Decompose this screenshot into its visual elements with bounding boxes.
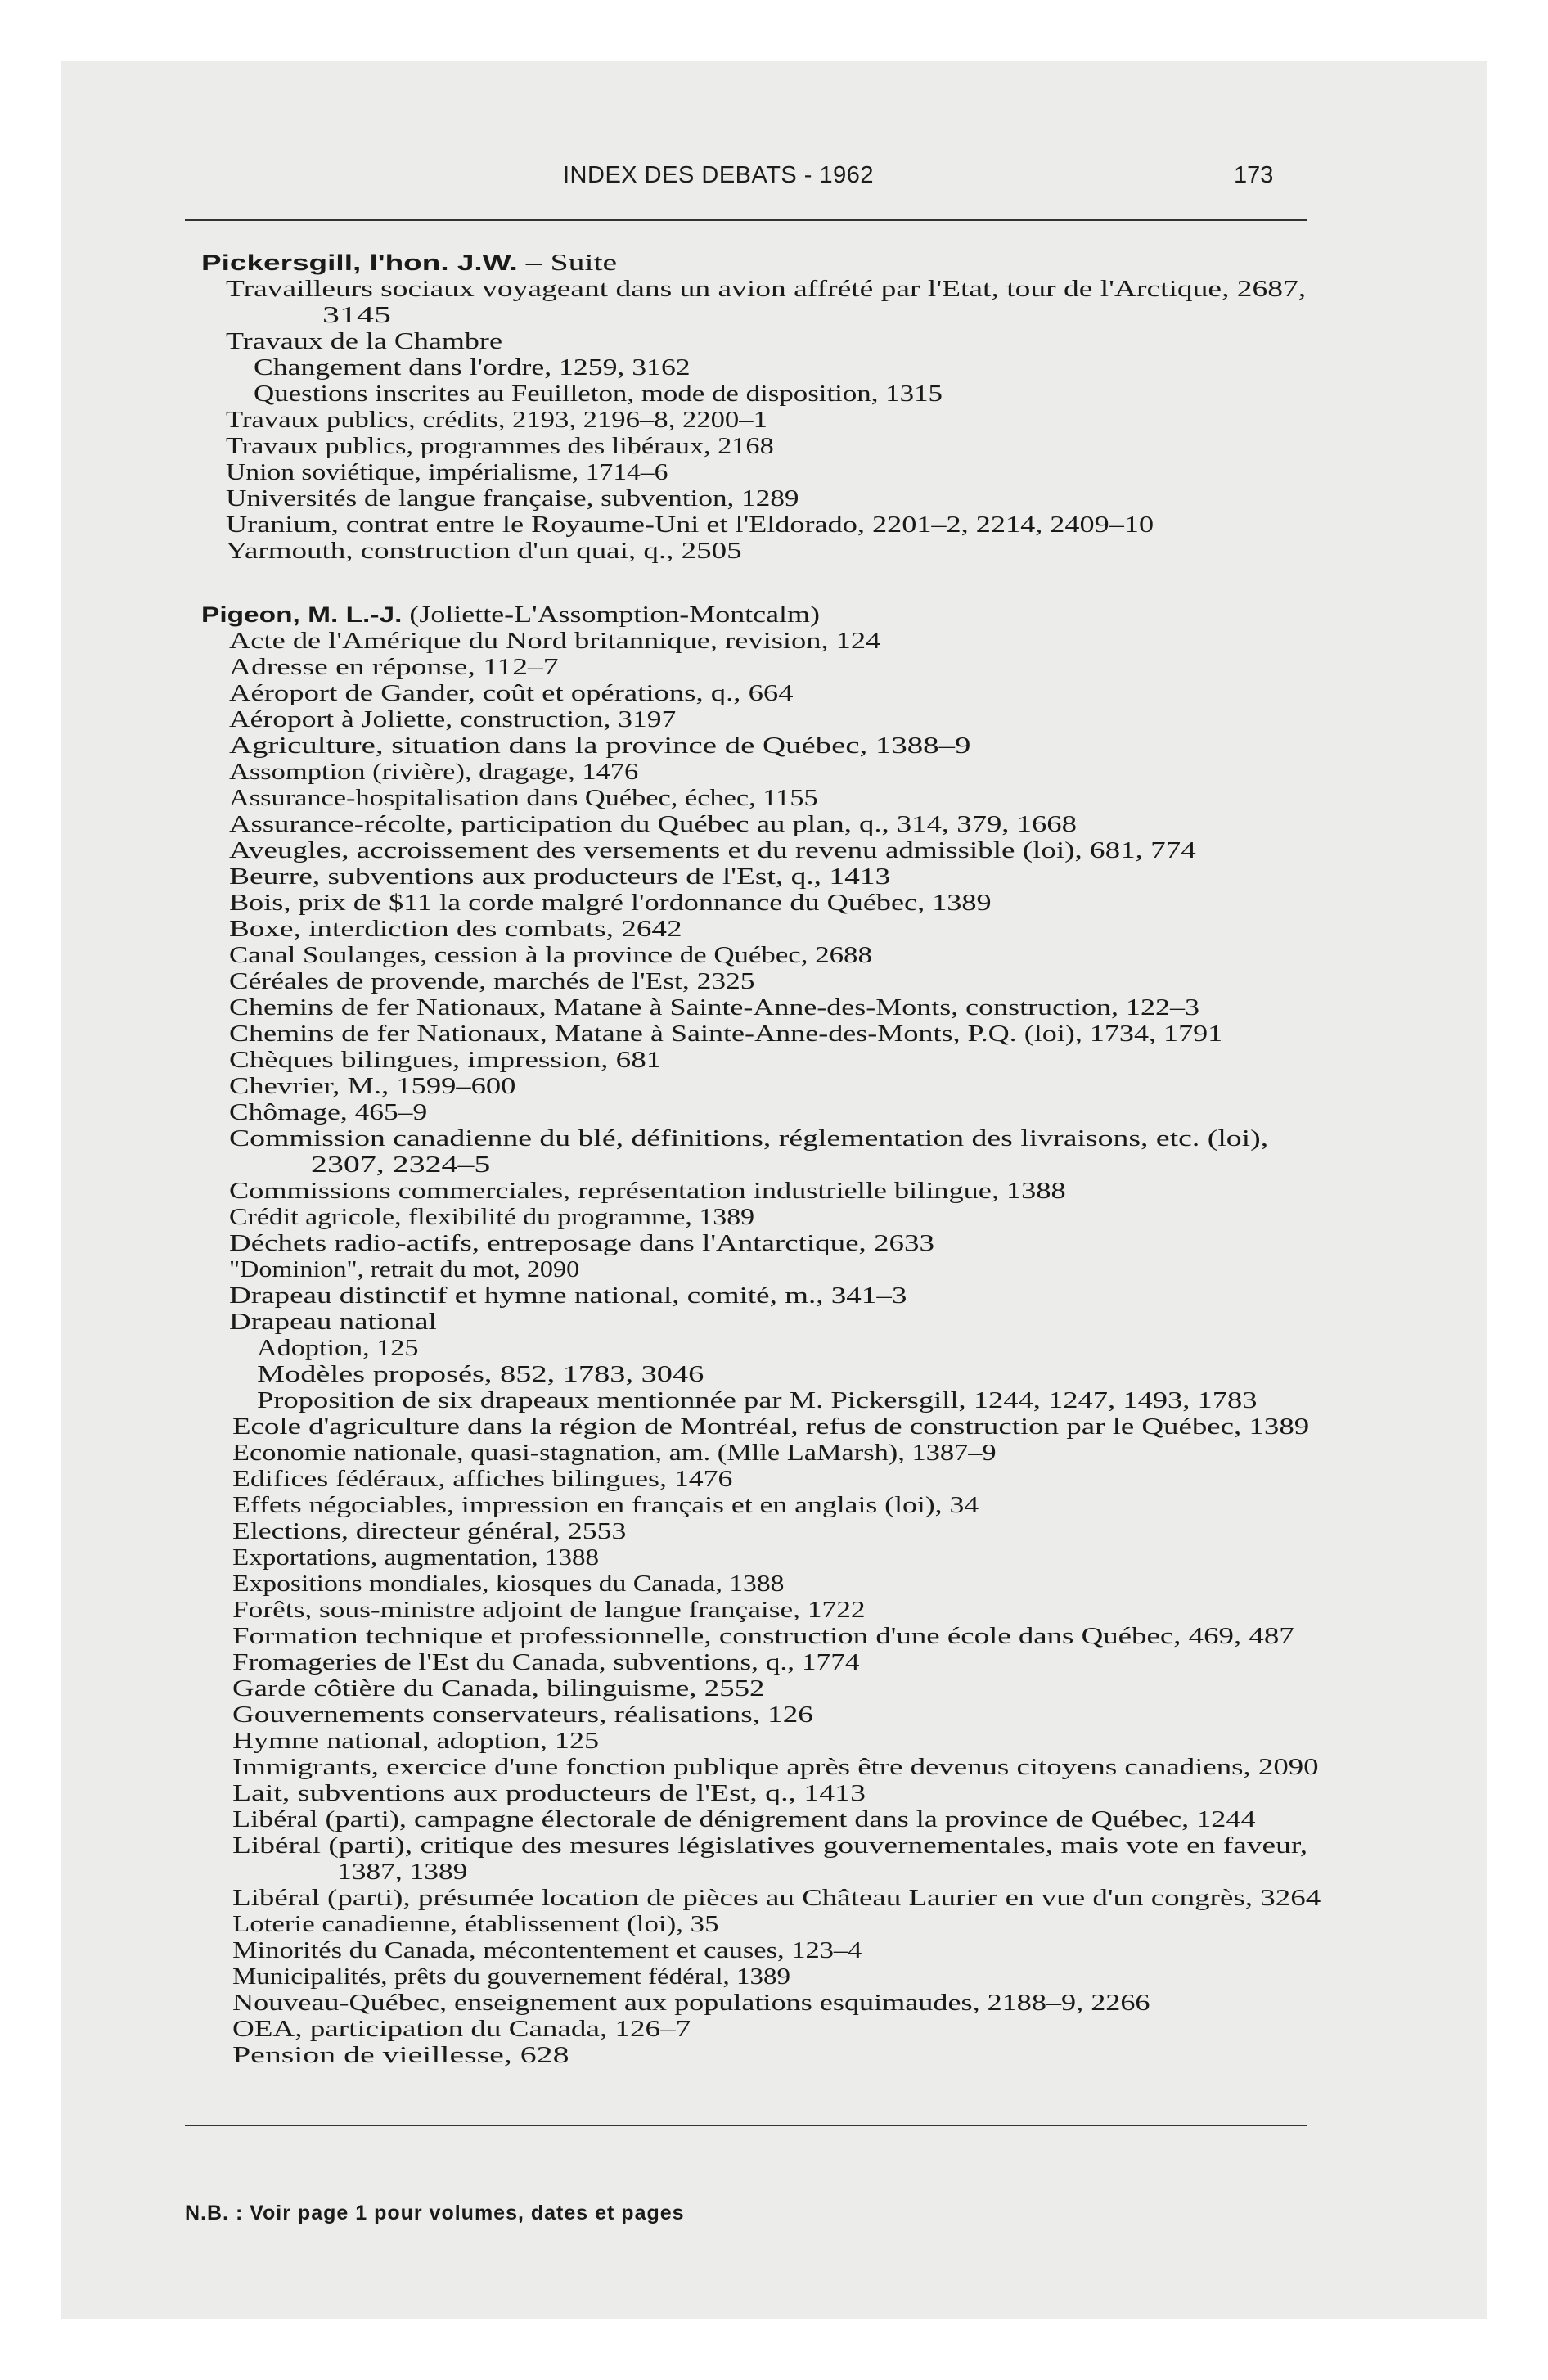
index-entry: Elections, directeur général, 2553: [232, 1518, 627, 1544]
page-number: 173: [1234, 162, 1274, 188]
index-entry: 2307, 2324–5: [311, 1152, 491, 1178]
index-entry: Forêts, sous-ministre adjoint de langue française, 1722: [232, 1597, 866, 1623]
index-entry: Hymne national, adoption, 125: [232, 1728, 600, 1754]
index-heading: [201, 602, 820, 628]
index-entry: Assurance-hospitalisation dans Québec, échec, 1155: [229, 785, 818, 811]
index-entry: Commissions commerciales, représentation industrielle bilingue, 1388: [229, 1178, 1066, 1204]
index-entry: Travaux publics, crédits, 2193, 2196–8, 2200–1: [226, 407, 767, 433]
index-entry: Aéroport de Gander, coût et opérations, q., 664: [229, 680, 794, 706]
index-entry: Chevrier, M., 1599–600: [229, 1073, 516, 1099]
heading-name: Pigeon, M. L.-J.: [201, 602, 403, 627]
index-entry: Pension de vieillesse, 628: [232, 2042, 569, 2068]
index-entry: Beurre, subventions aux producteurs de l'Est, q., 1413: [229, 863, 891, 890]
index-entry: Immigrants, exercice d'une fonction publique après être devenus citoyens canadiens, 2090: [232, 1754, 1319, 1780]
index-entry: OEA, participation du Canada, 126–7: [232, 2016, 691, 2042]
index-entry: Municipalités, prêts du gouvernement fédéral, 1389: [232, 1963, 790, 1990]
index-entry: Nouveau-Québec, enseignement aux populations esquimaudes, 2188–9, 2266: [232, 1990, 1150, 2016]
index-entry: Yarmouth, construction d'un quai, q., 2505: [226, 538, 742, 564]
index-entry: Commission canadienne du blé, définitions, réglementation des livraisons, etc. (loi),: [229, 1125, 1269, 1152]
index-entry: Acte de l'Amérique du Nord britannique, revision, 124: [229, 628, 881, 654]
index-entry: Uranium, contrat entre le Royaume-Uni et l'Eldorado, 2201–2, 2214, 2409–10: [226, 512, 1154, 538]
index-entry: Libéral (parti), présumée location de pièces au Château Laurier en vue d'un congrès, 3264: [232, 1885, 1321, 1911]
index-entry: Universités de langue française, subvention, 1289: [226, 485, 799, 512]
heading-suffix: – Suite: [517, 250, 618, 276]
index-entry: Drapeau distinctif et hymne national, comité, m., 341–3: [229, 1282, 907, 1309]
index-entry: Canal Soulanges, cession à la province de Québec, 2688: [229, 942, 872, 968]
index-entry: Aveugles, accroissement des versements et du revenu admissible (loi), 681, 774: [229, 837, 1196, 863]
index-entry: Loterie canadienne, établissement (loi), 35: [232, 1911, 719, 1937]
index-entry: Boxe, interdiction des combats, 2642: [229, 916, 682, 942]
index-entry: Travaux de la Chambre: [226, 328, 502, 354]
index-entry: Travailleurs sociaux voyageant dans un avion affrété par l'Etat, tour de l'Arctique, 2687,: [226, 276, 1307, 302]
index-entry: Minorités du Canada, mécontentement et causes, 123–4: [232, 1937, 862, 1963]
index-entry: Proposition de six drapeaux mentionnée par M. Pickersgill, 1244, 1247, 1493, 1783: [257, 1387, 1258, 1413]
index-entry: Lait, subventions aux producteurs de l'Est, q., 1413: [232, 1780, 866, 1806]
page-title: INDEX DES DEBATS - 1962: [563, 162, 875, 188]
index-entry: Agriculture, situation dans la province de Québec, 1388–9: [229, 732, 971, 759]
index-entry: Garde côtière du Canada, bilinguisme, 2552: [232, 1675, 765, 1702]
index-entry: Libéral (parti), critique des mesures législatives gouvernementales, mais vote en faveur,: [232, 1832, 1308, 1859]
index-entry: Gouvernements conservateurs, réalisations, 126: [232, 1702, 813, 1728]
index-entry: Assomption (rivière), dragage, 1476: [229, 759, 639, 785]
index-entry: Effets négociables, impression en français et en anglais (loi), 34: [232, 1492, 979, 1518]
index-entry: "Dominion", retrait du mot, 2090: [229, 1256, 580, 1282]
index-entry: Chèques bilingues, impression, 681: [229, 1047, 662, 1073]
index-entry: Ecole d'agriculture dans la région de Montréal, refus de construction par le Québec, 1389: [232, 1413, 1310, 1440]
index-entry: Edifices fédéraux, affiches bilingues, 1476: [232, 1466, 733, 1492]
index-entry: Exportations, augmentation, 1388: [232, 1544, 600, 1571]
index-entry: Adresse en réponse, 112–7: [229, 654, 559, 680]
heading-name: Pickersgill, l'hon. J.W.: [201, 250, 518, 275]
index-entry: Adoption, 125: [257, 1335, 419, 1361]
index-entry: 1387, 1389: [337, 1859, 468, 1885]
index-entry: Aéroport à Joliette, construction, 3197: [229, 706, 677, 732]
index-entry: Modèles proposés, 852, 1783, 3046: [257, 1361, 704, 1387]
index-entry: Déchets radio-actifs, entreposage dans l'Antarctique, 2633: [229, 1230, 935, 1256]
footer-rule: [185, 2125, 1307, 2126]
index-entry: Economie nationale, quasi-stagnation, am. (Mlle LaMarsh), 1387–9: [232, 1440, 997, 1466]
index-entry: Libéral (parti), campagne électorale de dénigrement dans la province de Québec, 1244: [232, 1806, 1256, 1832]
index-entry: Questions inscrites au Feuilleton, mode de disposition, 1315: [254, 381, 943, 407]
footer-note: N.B. : Voir page 1 pour volumes, dates et pages: [185, 2202, 685, 2224]
index-entry: Changement dans l'ordre, 1259, 3162: [254, 354, 691, 381]
index-entry: Formation technique et professionnelle, construction d'une école dans Québec, 469, 487: [232, 1623, 1294, 1649]
index-entry: Fromageries de l'Est du Canada, subventions, q., 1774: [232, 1649, 860, 1675]
index-entry: Céréales de provende, marchés de l'Est, 2325: [229, 968, 755, 994]
index-entry: 3145: [322, 302, 391, 328]
index-entry: Union soviétique, impérialisme, 1714–6: [226, 459, 668, 485]
heading-suffix: (Joliette-L'Assomption-Montcalm): [402, 602, 820, 628]
index-entry: Expositions mondiales, kiosques du Canada, 1388: [232, 1571, 785, 1597]
index-entry: Travaux publics, programmes des libéraux, 2168: [226, 433, 774, 459]
index-entry: Chemins de fer Nationaux, Matane à Sainte-Anne-des-Monts, P.Q. (loi), 1734, 1791: [229, 1021, 1223, 1047]
index-heading: [201, 250, 617, 276]
index-entry: Crédit agricole, flexibilité du programme, 1389: [229, 1204, 755, 1230]
index-entry: Drapeau national: [229, 1309, 437, 1335]
index-entry: Bois, prix de $11 la corde malgré l'ordonnance du Québec, 1389: [229, 890, 992, 916]
index-entry: Chemins de fer Nationaux, Matane à Sainte-Anne-des-Monts, construction, 122–3: [229, 994, 1199, 1021]
index-entry: Assurance-récolte, participation du Québec au plan, q., 314, 379, 1668: [229, 811, 1077, 837]
index-entry: Chômage, 465–9: [229, 1099, 428, 1125]
